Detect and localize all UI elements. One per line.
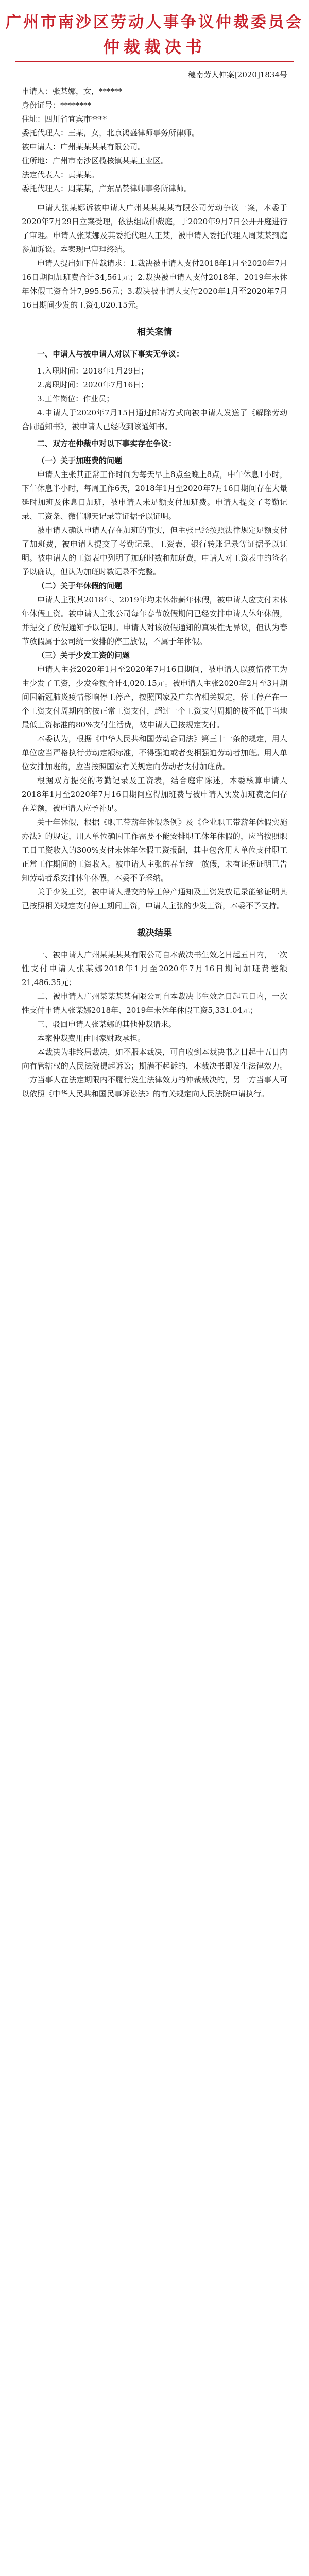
ruling-paragraph: 三、驳回申请人张某娜的其他仲裁请求。	[37, 1020, 177, 1029]
party-line: 委托代理人：王某，女，北京鸿盛律师事务所律师。	[22, 128, 200, 138]
analysis-paragraph: 根据双方提交的考勤记录及工资表，结合庭审陈述，本委核算申请人2018年1月至2020年7月16日期间应得加班费与被申请人实发加班费之间存在差额，被申请人应予补足。	[22, 776, 287, 813]
ruling-paragraph: 本案仲裁费用由国家财政承担。	[37, 1033, 146, 1043]
ruling-paragraph: 一、被申请人广州某某某某有限公司自本裁决书生效之日起五日内，一次性支付申请人张某娜2018年1月至2020年7月16日期间加班费差额21,486.35元；	[22, 950, 287, 987]
facts-group-title: 一、申请人与被申请人对以下事实无争议：	[37, 349, 184, 359]
party-line: 被申请人：广州某某某某有限公司。	[22, 142, 146, 151]
ruling-paragraph: 二、被申请人广州某某某某有限公司自本裁决书生效之日起五日内，一次性支付申请人张某娜2018年、2019年未休年休假工资5,331.04元；	[22, 992, 287, 1015]
facts-item: 被申请人确认申请人存在加班的事实，但主张已经按照法律规定足额支付了加班费，被申请人提交了考勤记录、工资表、银行转账记录等证据予以证明。被申请人的工资表中列明了加班时数和加班费，申请人对工资表中的签名予以确认，但认为加班时数记录不完整。	[22, 526, 287, 577]
facts-subheading: （一）关于加班费的问题	[37, 456, 123, 465]
analysis-paragraph: 关于少发工资，被申请人提交的停工停产通知及工资发放记录能够证明其已按照相关规定支付停工期间工资，申请人主张的少发工资，本委不予支持。	[22, 887, 287, 910]
facts-item: 申请人主张其2018年、2019年均未休带薪年休假，被申请人应支付未休年休假工资。被申请人主张公司每年春节放假期间已经安排申请人休年休假，并提交了放假通知予以证明。申请人对该放假通知的真实性无异议，但认为春节放假属于公司统一安排的停工放假，不属于年休假。	[22, 595, 287, 646]
document-body	[22, 68, 287, 1101]
party-line: 住址：四川省宜宾市****	[22, 114, 107, 124]
facts-item: 申请人主张2020年1月至2020年7月16日期间，被申请人以疫情停工为由少发了工资，少发金额合计4,020.15元。被申请人主张2020年2月至3月期间因新冠肺炎疫情影响停工停产，按照国家及广东省相关规定，停工停产在一个工资支付周期内的按正常工资支付，超过一个工资支付周期的按不低于当地最低工资标准的80%支付生活费，被申请人已按规定支付。	[22, 665, 287, 730]
document-header	[0, 0, 309, 62]
case-number: 穗南劳人仲案[2020]1834号	[187, 70, 287, 79]
header-divider	[15, 61, 294, 62]
section-title-ruling: 裁决结果	[137, 928, 172, 938]
analysis-paragraph: 本委认为，根据《中华人民共和国劳动合同法》第三十一条的规定，用人单位应当严格执行劳动定额标准，不得强迫或者变相强迫劳动者加班。用人单位安排加班的，应当按照国家有关规定向劳动者支付加班费。	[22, 734, 287, 771]
intro-paragraph: 申请人张某娜诉被申请人广州某某某某有限公司劳动争议一案，本委于2020年7月29日立案受理，依法组成仲裁庭，于2020年9月7日公开开庭进行了审理。申请人张某娜及其委托代理人王某，被申请人委托代理人周某某到庭参加诉讼。本案现已审理终结。	[22, 203, 287, 254]
facts-item: 申请人主张其正常工作时间为每天早上8点至晚上8点，中午休息1小时，下午休息半小时，每周工作6天，2018年1月至2020年7月16日期间存在大量延时加班及休息日加班，被申请人未足额支付加班费。申请人提交了考勤记录、工资条、微信聊天记录等证据予以证明。	[22, 470, 287, 521]
intro-paragraph: 申请人提出如下仲裁请求：1.裁决被申请人支付2018年1月至2020年7月16日期间加班费合计34,561元；2.裁决被申请人支付2018年、2019年未休年休假工资合计7,995.56元；3.裁决被申请人支付2020年1月至2020年7月16日期间少发的工资4,020.15元。	[22, 259, 287, 310]
facts-item: 4.申请人于2020年7月15日通过邮寄方式向被申请人发送了《解除劳动合同通知书》，被申请人已经收到该通知书。	[22, 408, 287, 431]
party-line: 委托代理人：周某某，广东品赞律师事务所律师。	[22, 184, 192, 193]
org-title: 广州市南沙区劳动人事争议仲裁委员会	[6, 13, 303, 31]
section-title-facts: 相关案情	[137, 327, 172, 337]
analysis-paragraph: 关于年休假，根据《职工带薪年休假条例》及《企业职工带薪年休假实施办法》的规定，用人单位确因工作需要不能安排职工休年休假的，应当按照职工日工资收入的300%支付未休年休假工资报酬，其中包含用人单位支付职工正常工作期间的工资收入。被申请人主张的春节统一放假，未有证据证明已告知劳动者系安排休年休假，本委不予采纳。	[22, 818, 287, 883]
facts-block	[22, 347, 287, 913]
ruling-block	[22, 948, 287, 1101]
facts-item: 1.入职时间：2018年1月29日；	[37, 366, 149, 376]
facts-subheading: （三）关于少发工资的问题	[37, 651, 130, 660]
party-line: 法定代表人：黄某某。	[22, 170, 99, 179]
facts-item: 2.离职时间：2020年7月16日；	[37, 380, 149, 389]
facts-subheading: （二）关于年休假的问题	[37, 581, 123, 590]
party-line: 身份证号：********	[22, 100, 92, 110]
document-title: 仲裁裁决书	[102, 37, 206, 57]
party-line: 住所地：广州市南沙区榄核镇某某工业区。	[22, 156, 169, 165]
intro-block	[22, 201, 287, 312]
parties-block	[22, 84, 287, 196]
facts-group-title: 二、双方在仲裁中对以下事实存在争议：	[37, 439, 177, 448]
ruling-paragraph: 本裁决为非终局裁决，如不服本裁决，可自收到本裁决书之日起十五日内向有管辖权的人民法院提起诉讼；期满不起诉的，本裁决书即发生法律效力。一方当事人在法定期限内不履行发生法律效力的仲裁裁决的，另一方当事人可以依照《中华人民共和国民事诉讼法》的有关规定向人民法院申请执行。	[22, 1047, 287, 1098]
party-line: 申请人：张某娜，女，******	[22, 87, 123, 96]
facts-item: 3.工作岗位：作业员；	[37, 394, 114, 403]
